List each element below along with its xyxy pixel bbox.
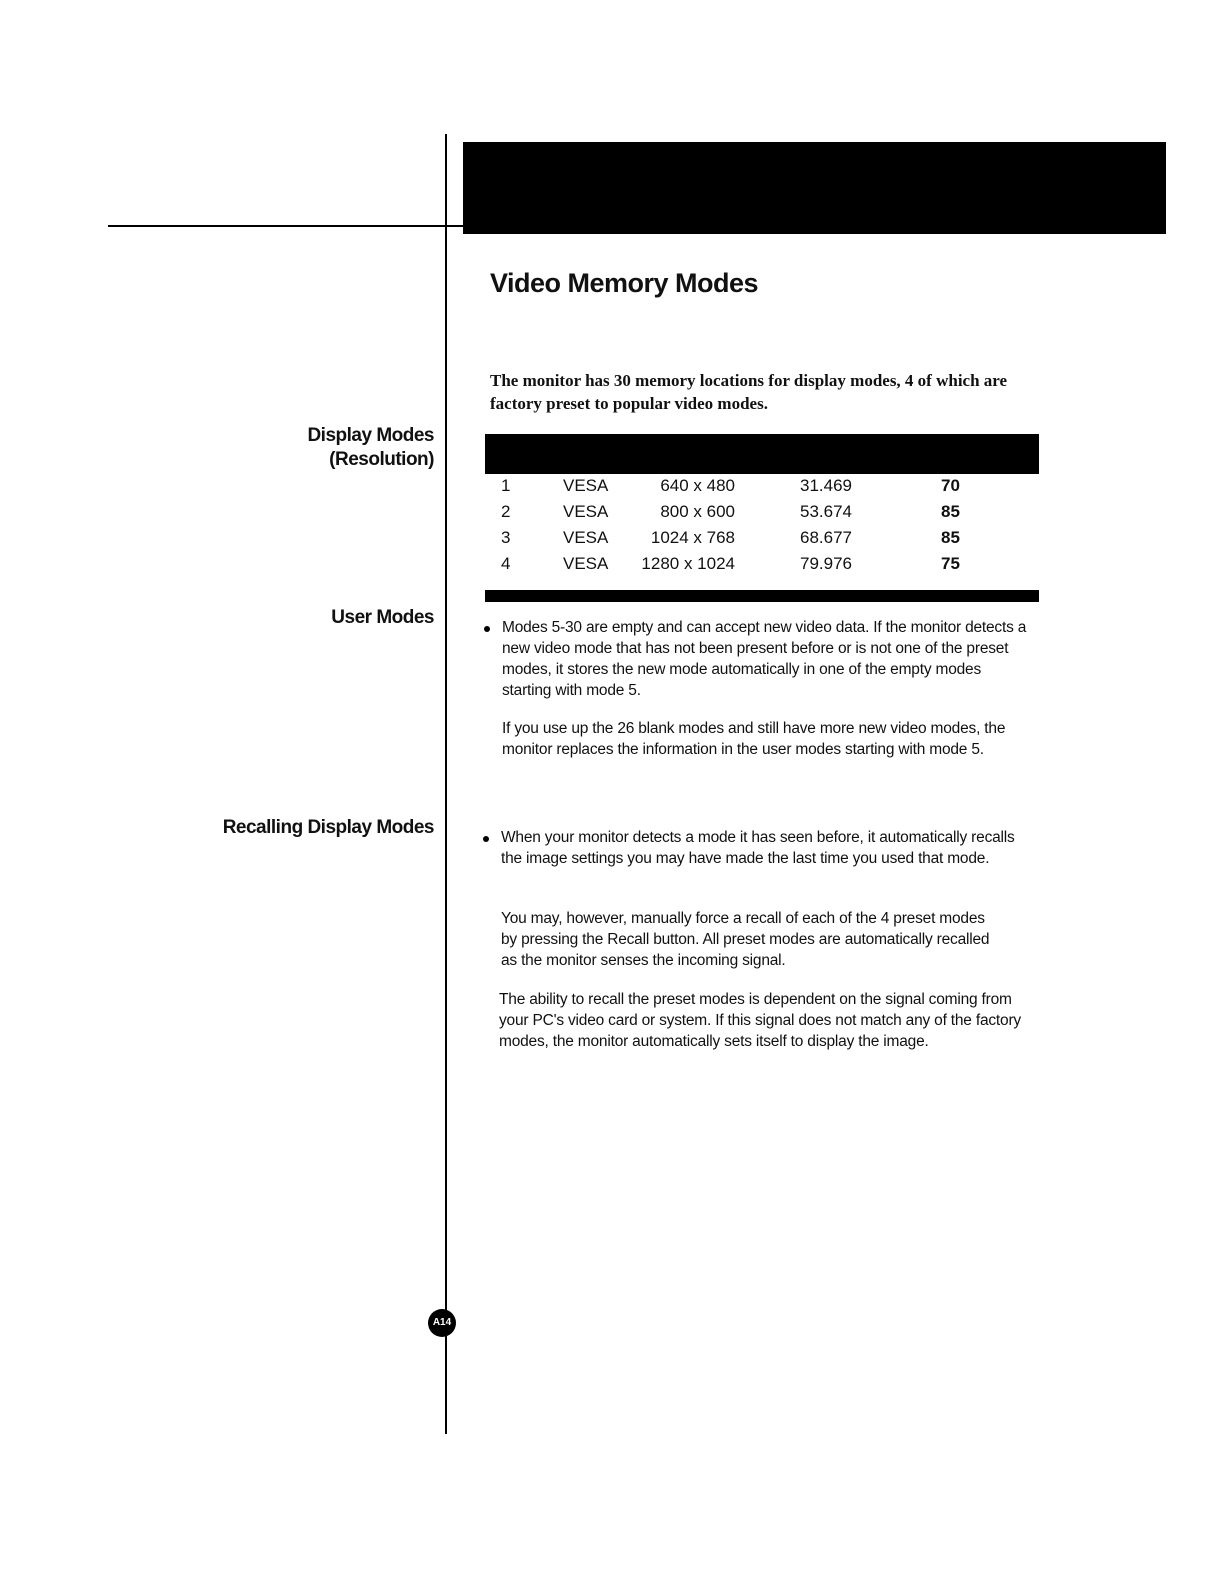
cell-resolution: 800 x 600 xyxy=(660,502,735,521)
cell-h-freq: 31.469 xyxy=(800,476,852,495)
table-header-bar xyxy=(485,434,1039,474)
intro-text: The monitor has 30 memory locations for display modes, 4 of which are factory preset to popular video modes. xyxy=(490,371,1008,413)
cell-v-freq: 85 xyxy=(941,528,960,547)
cell-standard: VESA xyxy=(563,554,609,573)
table-row xyxy=(485,476,1039,502)
header-band xyxy=(463,142,1166,234)
cell-h-freq: 79.976 xyxy=(800,554,852,573)
user-modes-paragraph-2: If you use up the 26 blank modes and still have more new video modes, the monitor replaces the information in the user modes starting with mode 5. xyxy=(502,720,1006,758)
side-heading-display-modes xyxy=(307,424,434,472)
table-footer-bar xyxy=(485,590,1039,602)
cell-h-freq: 53.674 xyxy=(800,502,852,521)
cell-v-freq: 75 xyxy=(941,554,960,573)
page-number: A14 xyxy=(428,1309,456,1337)
cell-mode: 3 xyxy=(501,528,511,547)
vertical-rule xyxy=(445,134,447,1434)
table-row xyxy=(485,502,1039,528)
cell-standard: VESA xyxy=(563,502,609,521)
recalling-paragraph-3: The ability to recall the preset modes is dependent on the signal coming from your PC's video card or system. If this signal does not match any of the factory modes, the monitor automatically sets itself to display the image. xyxy=(499,991,1021,1050)
cell-mode: 2 xyxy=(501,502,511,521)
cell-mode: 1 xyxy=(501,476,511,495)
user-modes-paragraph-1: Modes 5-30 are empty and can accept new video data. If the monitor detects a new video mode that has not been present before or is not one of the preset modes, it stores the new mode automatically in one of the empty modes starting with mode 5. xyxy=(502,619,1027,699)
cell-h-freq: 68.677 xyxy=(800,528,852,547)
cell-v-freq: 85 xyxy=(941,502,960,521)
table-row xyxy=(485,554,1039,580)
horizontal-rule xyxy=(108,225,464,227)
cell-v-freq: 70 xyxy=(941,476,960,495)
cell-mode: 4 xyxy=(501,554,511,573)
bullet-icon xyxy=(483,836,489,842)
recalling-paragraph-2: You may, however, manually force a recall of each of the 4 preset modes by pressing the Recall button. All preset modes are automatically recalled as the monitor senses the incoming signal. xyxy=(501,910,990,969)
side-heading-recalling: Recalling Display Modes xyxy=(222,817,434,838)
side-heading-user-modes: User Modes xyxy=(331,607,434,628)
bullet-icon xyxy=(484,626,490,632)
page-title: Video Memory Modes xyxy=(490,268,759,298)
cell-standard: VESA xyxy=(563,476,609,495)
side-heading-display-modes-line2: (Resolution) xyxy=(329,449,434,470)
cell-standard: VESA xyxy=(563,528,609,547)
table-row xyxy=(485,528,1039,554)
side-heading-display-modes-line1: Display Modes xyxy=(307,425,434,446)
cell-resolution: 640 x 480 xyxy=(660,476,735,495)
recalling-paragraph-1: When your monitor detects a mode it has seen before, it automatically recalls the image settings you may have made the last time you used that mode. xyxy=(501,829,1015,867)
cell-resolution: 1280 x 1024 xyxy=(641,554,735,573)
cell-resolution: 1024 x 768 xyxy=(650,528,735,547)
